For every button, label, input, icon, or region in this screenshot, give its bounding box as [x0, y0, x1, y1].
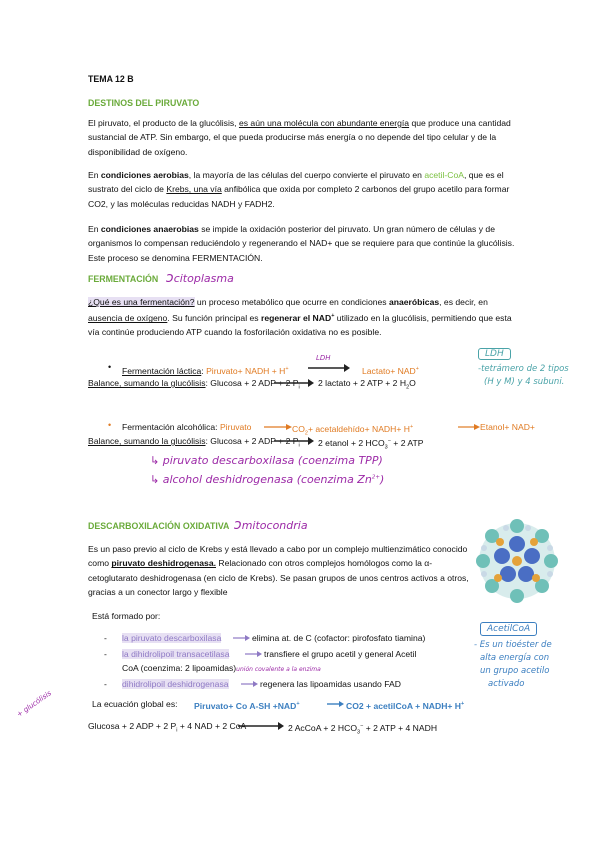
sup: +: [415, 366, 419, 372]
page-title: TEMA 12 B: [88, 74, 134, 84]
bold-text: anaeróbicas: [388, 297, 440, 307]
eq-left: Piruvato: [219, 422, 252, 432]
sub: i: [176, 727, 178, 734]
paragraph-descarboxilacion: [88, 542, 474, 599]
alc-line: [122, 421, 251, 433]
arrow-icon: [306, 362, 350, 374]
text: Es un paso previo al ciclo de Krebs y está llevado a cabo por un complejo multienzimático conocido como: [88, 544, 468, 569]
arrow-icon: [272, 377, 314, 389]
hw-text: ↳ alcohol deshidrogenasa (coenzima Zn: [150, 473, 372, 486]
handwritten-mitocondria: [234, 517, 308, 533]
sup: 2+: [371, 474, 380, 481]
paragraph-aerobias: [88, 168, 518, 211]
arrow-icon: [232, 632, 250, 644]
arrow-icon: [244, 648, 262, 660]
alc-balance: [88, 435, 300, 452]
sup: +: [296, 701, 300, 707]
glucose-eq: [88, 720, 246, 737]
glucose-eq-right: [288, 720, 437, 739]
hw-ldh-note2: (H y M) y 4 subuni.: [484, 377, 565, 387]
text: CO: [292, 423, 305, 434]
sup: −: [360, 723, 364, 729]
arrow-icon: [326, 698, 344, 710]
global-eq-right: [346, 698, 464, 712]
text: : Glucosa + 2 ADP + 2 P: [205, 436, 299, 446]
lactic-right: [362, 363, 419, 377]
hw-ldh-note1: -tetrámero de 2 tipos: [478, 364, 569, 374]
arrow-icon: [240, 678, 258, 690]
enzyme-name: dihidrolipoil deshidrogenasa: [122, 679, 229, 689]
alc-right: Etanol+ NAD+: [480, 422, 535, 432]
bold-text: regenerar el NAD: [260, 313, 332, 324]
hw-acetil-note3: un grupo acetilo: [480, 666, 550, 676]
section-heading-destinos: DESTINOS DEL PIRUVATO: [88, 98, 200, 108]
hw-text: mitocondria: [241, 519, 308, 532]
enzyme-name: la dihidrolipoil transacetilasa: [122, 649, 230, 659]
sup: +: [409, 424, 414, 430]
text: + acetaldehído+ NADH+ H: [307, 423, 410, 434]
hw-margin-glucolisis: + glucólisis: [15, 689, 53, 719]
arrow-icon: [236, 720, 284, 732]
dash: -: [104, 649, 107, 659]
complex-ring: [476, 519, 558, 603]
circle-glyph: ↄ: [166, 270, 174, 286]
text: , que es el sustrato del ciclo de: [88, 170, 504, 195]
text: 2 etanol + 2 HCO: [318, 437, 385, 448]
hw-ldh-label: LDH: [316, 354, 331, 362]
balance-label: Balance, sumando la glucólisis: [88, 436, 206, 446]
text: , la mayoría de las células del cuerpo convierte el piruvato en: [188, 170, 425, 180]
enzyme-item-2: [122, 648, 229, 660]
text: que produce una cantidad sustancial de ATP. Sin embargo, el que pueda producirse más energía o no depende del tipo celular y de la disponibilidad de oxígeno.: [88, 118, 511, 157]
text: CoA (coenzima: 2 lipoamidas): [122, 663, 237, 673]
paragraph-fermentacion: [88, 295, 522, 340]
sub: 2: [406, 384, 410, 391]
pdh-complex-image: [476, 516, 558, 606]
sub: 2: [304, 430, 308, 437]
enzyme-desc-1: elimina at. de C (cofactor: pirofosfato tiamina): [252, 633, 426, 643]
text: 2 AcCoA + 2 HCO: [288, 722, 358, 733]
bullet: •: [108, 420, 112, 430]
enzyme-name: la piruvato descarboxilasa: [122, 633, 222, 643]
hw-enzyme-1: ↳ piruvato descarboxilasa (coenzima TPP): [150, 454, 383, 467]
circle-glyph: ↄ: [234, 517, 242, 533]
enzyme-item-2-cont: [122, 662, 321, 676]
sub: 3: [384, 444, 388, 451]
text: La ecuación global es:: [92, 699, 178, 709]
text: anfibólica que oxida por completo 2 carbonos del grupo acetilo para formar CO2, y las moléculas reducidas NADH y FADH2.: [88, 184, 510, 209]
text: un proceso metabólico que ocurre en condiciones: [194, 297, 389, 307]
text: O: [409, 378, 416, 388]
alc-balance-right: [318, 435, 423, 454]
alc-label: Fermentación alcohólica: [122, 422, 216, 432]
sub: i: [298, 384, 300, 391]
underlined-text: Krebs, una vía: [166, 184, 222, 195]
arrow-icon: [456, 421, 480, 433]
global-eq: [92, 698, 178, 710]
eq-right: Lactato+ NAD: [362, 365, 416, 376]
text: utilizado en la glucólisis, permitiendo que esta vía continúe produciendo ATP cuando la fosforilación oxidativa no es posible.: [88, 313, 512, 338]
enzyme-item-3: [122, 678, 229, 690]
eq-left: Piruvato+ NADH + H: [206, 365, 286, 376]
bullet: •: [108, 362, 112, 372]
sup: −: [387, 438, 391, 444]
text: + 2 ATP + 4 NADH: [363, 722, 438, 733]
bold-text: piruvato deshidrogenasa.: [111, 558, 216, 569]
lactic-label: Fermentación láctica: [122, 365, 202, 376]
bold-text: condiciones anaerobias: [100, 224, 199, 234]
text: En: [88, 170, 101, 180]
lactic-balance-right: [318, 377, 416, 394]
enzyme-desc-3: regenera las lipoamidas usando FAD: [260, 679, 401, 689]
text: 2 lactato + 2 ATP + 2 H: [318, 378, 407, 388]
underlined-text: ausencia de oxígeno: [88, 313, 168, 324]
text: CO2 + acetilCoA + NADH+ H: [346, 700, 462, 711]
text: : Glucosa + 2 ADP + 2 P: [205, 378, 299, 388]
text: En: [88, 224, 101, 234]
hw-text: ): [379, 473, 385, 486]
dash: -: [104, 633, 107, 643]
hw-text: citoplasma: [173, 272, 234, 285]
dash: -: [104, 679, 107, 689]
text: + 2 ATP: [390, 437, 424, 448]
handwritten-citoplasma: [166, 270, 234, 286]
enzyme-desc-2: transfiere el grupo acetil y general Acetil: [264, 649, 417, 659]
sup: +: [461, 701, 465, 707]
text: :: [215, 422, 220, 432]
arrow-icon: [262, 421, 292, 433]
underlined-text: es aún una molécula con abundante energía: [238, 118, 410, 128]
hw-note: unión covalente a la enzima: [236, 666, 321, 673]
enzyme-item-1: [122, 632, 221, 644]
text: :: [201, 365, 207, 376]
paragraph-anaerobias: [88, 222, 518, 265]
text: . Su función principal es: [167, 313, 261, 324]
arrow-icon: [272, 435, 314, 447]
sub: 3: [357, 729, 361, 736]
text: El piruvato, el producto de la glucólisis,: [88, 118, 239, 128]
text: Piruvato+ Co A-SH +NAD: [194, 700, 297, 711]
text: Glucosa + 2 ADP + 2 P: [88, 721, 177, 731]
hw-ldh-box: LDH: [478, 348, 511, 360]
sub: i: [298, 442, 300, 449]
hw-acetil-note2: alta energía con: [480, 653, 550, 663]
paragraph-piruvato: [88, 116, 518, 159]
section-heading-descarboxilacion: DESCARBOXILACIÓN OXIDATIVA: [88, 521, 230, 531]
bold-text: condiciones aerobias: [100, 170, 189, 180]
text: Relacionado con otros complejos homólogos como la α-cetoglutarato deshidrogenasa (en ciclo de Krebs). Se pasan grupos de unos centros activos a otros, gracias a un conector largo y flexible: [88, 558, 469, 597]
hw-acetil-note1: - Es un tioéster de: [474, 640, 552, 650]
hw-acetilcoa-box: AcetilCoA: [480, 622, 537, 636]
sup: +: [331, 313, 335, 320]
text: + 4 NAD + 2 CoA: [177, 721, 247, 731]
sup: +: [285, 366, 289, 372]
hw-enzyme-2: [150, 473, 384, 486]
highlight-text: acetil-CoA: [424, 170, 464, 180]
section-heading-fermentacion: FERMENTACIÓN: [88, 274, 159, 284]
lactic-line: [122, 363, 289, 377]
global-eq-left: [194, 698, 300, 712]
hw-acetil-note4: activado: [488, 679, 525, 689]
lactic-balance: [88, 377, 300, 394]
text: se impide la oxidación posterior del piruvato. Un gran número de células y de organismos lo compensan reduciéndolo y regenerando el NAD+ que se requiere para que continúe la glucólisis. Este proceso se denomina FERMENTACIÓN.: [88, 224, 515, 263]
text: , es decir, en: [439, 297, 488, 307]
balance-label: Balance, sumando la glucólisis: [88, 378, 206, 388]
formed-by: Está formado por:: [92, 611, 161, 621]
question-text: ¿Qué es una fermentación?: [88, 297, 195, 307]
